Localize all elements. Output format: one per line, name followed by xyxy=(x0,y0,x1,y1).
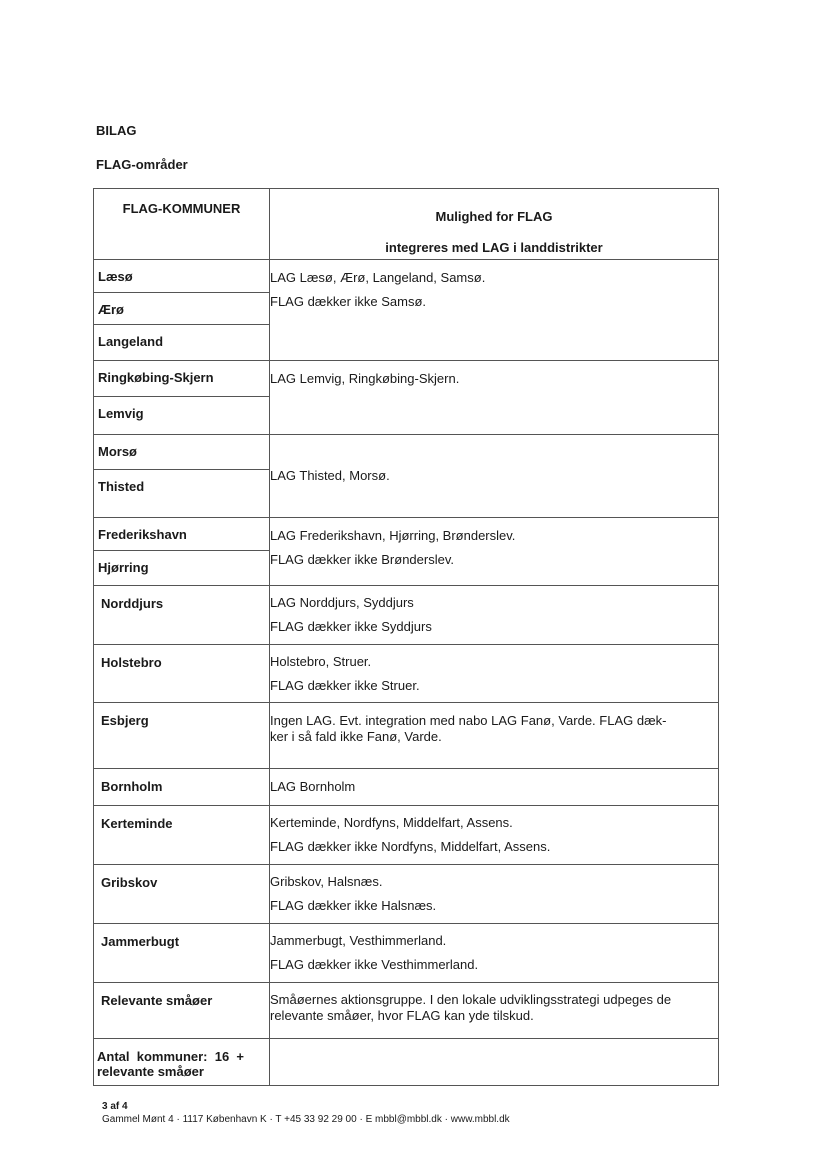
flag-option-text: FLAG dækker ikke Halsnæs. xyxy=(270,898,437,913)
column-header-municipalities xyxy=(94,189,270,260)
municipality-name: Lemvig xyxy=(98,406,144,421)
flag-option-text: LAG Bornholm xyxy=(270,779,356,794)
flag-option-cell xyxy=(270,924,719,983)
municipality-name: Esbjerg xyxy=(101,713,149,728)
municipality-name: Ringkøbing-Skjern xyxy=(94,361,269,397)
column-header-line: Mulighed for FLAG xyxy=(435,209,553,224)
municipality-cell xyxy=(94,865,270,924)
total-cell xyxy=(94,1039,270,1086)
flag-option-text: Holstebro, Struer. xyxy=(270,654,372,669)
table-row xyxy=(94,260,719,361)
municipality-name: Gribskov xyxy=(101,875,158,890)
table-row xyxy=(94,983,719,1039)
municipality-name: Læsø xyxy=(94,260,269,293)
flag-option-text: FLAG dækker ikke Vesthimmerland. xyxy=(270,957,479,972)
table-row xyxy=(94,769,719,806)
flag-option-cell xyxy=(270,806,719,865)
column-header-label: FLAG-KOMMUNER xyxy=(122,201,241,216)
table-row xyxy=(94,435,719,518)
municipality-cell xyxy=(94,586,270,645)
table-header-row xyxy=(94,189,719,260)
flag-option-text: LAG Thisted, Morsø. xyxy=(270,468,390,483)
table-row xyxy=(94,806,719,865)
municipality-cell xyxy=(94,361,270,435)
municipality-name: Langeland xyxy=(98,334,164,349)
flag-option-text: LAG Frederikshavn, Hjørring, Brønderslev. xyxy=(270,528,516,543)
flag-option-cell xyxy=(270,769,719,806)
table-row xyxy=(94,924,719,983)
municipality-cell xyxy=(94,645,270,703)
municipality-name: Relevante småøer xyxy=(101,993,213,1008)
municipality-cell xyxy=(94,983,270,1039)
total-line: Antal kommuner: 16 + xyxy=(97,1049,245,1064)
total-line: relevante småøer xyxy=(97,1064,204,1079)
flag-option-text: Småøernes aktionsgruppe. I den lokale udviklingsstrategi udpeges de xyxy=(270,992,672,1007)
page-number: 3 af 4 xyxy=(102,1101,128,1112)
flag-option-cell xyxy=(270,865,719,924)
municipality-name: Bornholm xyxy=(101,779,163,794)
flag-option-text: relevante småøer, hvor FLAG kan yde tilskud. xyxy=(270,1008,534,1023)
flag-option-text: Jammerbugt, Vesthimmerland. xyxy=(270,933,447,948)
table-row-total xyxy=(94,1039,719,1086)
municipality-cell xyxy=(94,260,270,361)
footer-address: Gammel Mønt 4 · 1117 København K · T +45 33 92 29 00 · E mbbl@mbbl.dk · www.mbbl.dk xyxy=(102,1114,510,1125)
table-row xyxy=(94,703,719,769)
flag-option-cell xyxy=(270,703,719,769)
flag-option-text: Kerteminde, Nordfyns, Middelfart, Assens. xyxy=(270,815,513,830)
flag-option-cell xyxy=(270,518,719,586)
municipality-name: Kerteminde xyxy=(101,816,173,831)
flag-option-text: LAG Læsø, Ærø, Langeland, Samsø. xyxy=(270,270,486,285)
municipality-name: Hjørring xyxy=(98,560,149,575)
flag-option-text: FLAG dækker ikke Syddjurs xyxy=(270,619,432,634)
municipality-cell xyxy=(94,703,270,769)
flag-option-text: FLAG dækker ikke Samsø. xyxy=(270,294,427,309)
flag-option-cell xyxy=(270,260,719,361)
column-header-line: integreres med LAG i landdistrikter xyxy=(385,240,603,255)
municipality-name: Thisted xyxy=(98,479,145,494)
flag-option-cell xyxy=(270,435,719,518)
column-header-flag-option xyxy=(270,189,719,260)
flag-option-text: FLAG dækker ikke Nordfyns, Middelfart, Assens. xyxy=(270,839,551,854)
flag-option-text: ker i så fald ikke Fanø, Varde. xyxy=(270,729,442,744)
municipality-name: Ærø xyxy=(94,293,269,325)
flag-option-text: Gribskov, Halsnæs. xyxy=(270,874,383,889)
page-heading: BILAG xyxy=(96,123,137,138)
flag-option-text: LAG Norddjurs, Syddjurs xyxy=(270,595,414,610)
table-row xyxy=(94,518,719,586)
flag-option-text: FLAG dækker ikke Brønderslev. xyxy=(270,552,454,567)
table-row xyxy=(94,361,719,435)
municipality-cell xyxy=(94,518,270,586)
flag-option-cell xyxy=(270,983,719,1039)
municipality-cell xyxy=(94,769,270,806)
flag-option-cell xyxy=(270,361,719,435)
page-subheading: FLAG-områder xyxy=(96,157,188,172)
flag-option-cell xyxy=(270,645,719,703)
flag-option-cell xyxy=(270,586,719,645)
flag-option-text: FLAG dækker ikke Struer. xyxy=(270,678,420,693)
municipality-name: Jammerbugt xyxy=(101,934,180,949)
municipality-cell xyxy=(94,924,270,983)
flag-option-text: Ingen LAG. Evt. integration med nabo LAG Fanø, Varde. FLAG dæk- xyxy=(270,713,667,728)
table-row xyxy=(94,865,719,924)
table-row xyxy=(94,645,719,703)
total-description-cell xyxy=(270,1039,719,1086)
municipality-cell xyxy=(94,806,270,865)
flag-table xyxy=(93,188,719,1086)
municipality-cell xyxy=(94,435,270,518)
municipality-name: Morsø xyxy=(94,435,269,470)
municipality-name: Frederikshavn xyxy=(94,518,269,551)
municipality-name: Holstebro xyxy=(101,655,162,670)
table-row xyxy=(94,586,719,645)
municipality-name: Norddjurs xyxy=(101,596,164,611)
flag-option-text: LAG Lemvig, Ringkøbing-Skjern. xyxy=(270,371,460,386)
